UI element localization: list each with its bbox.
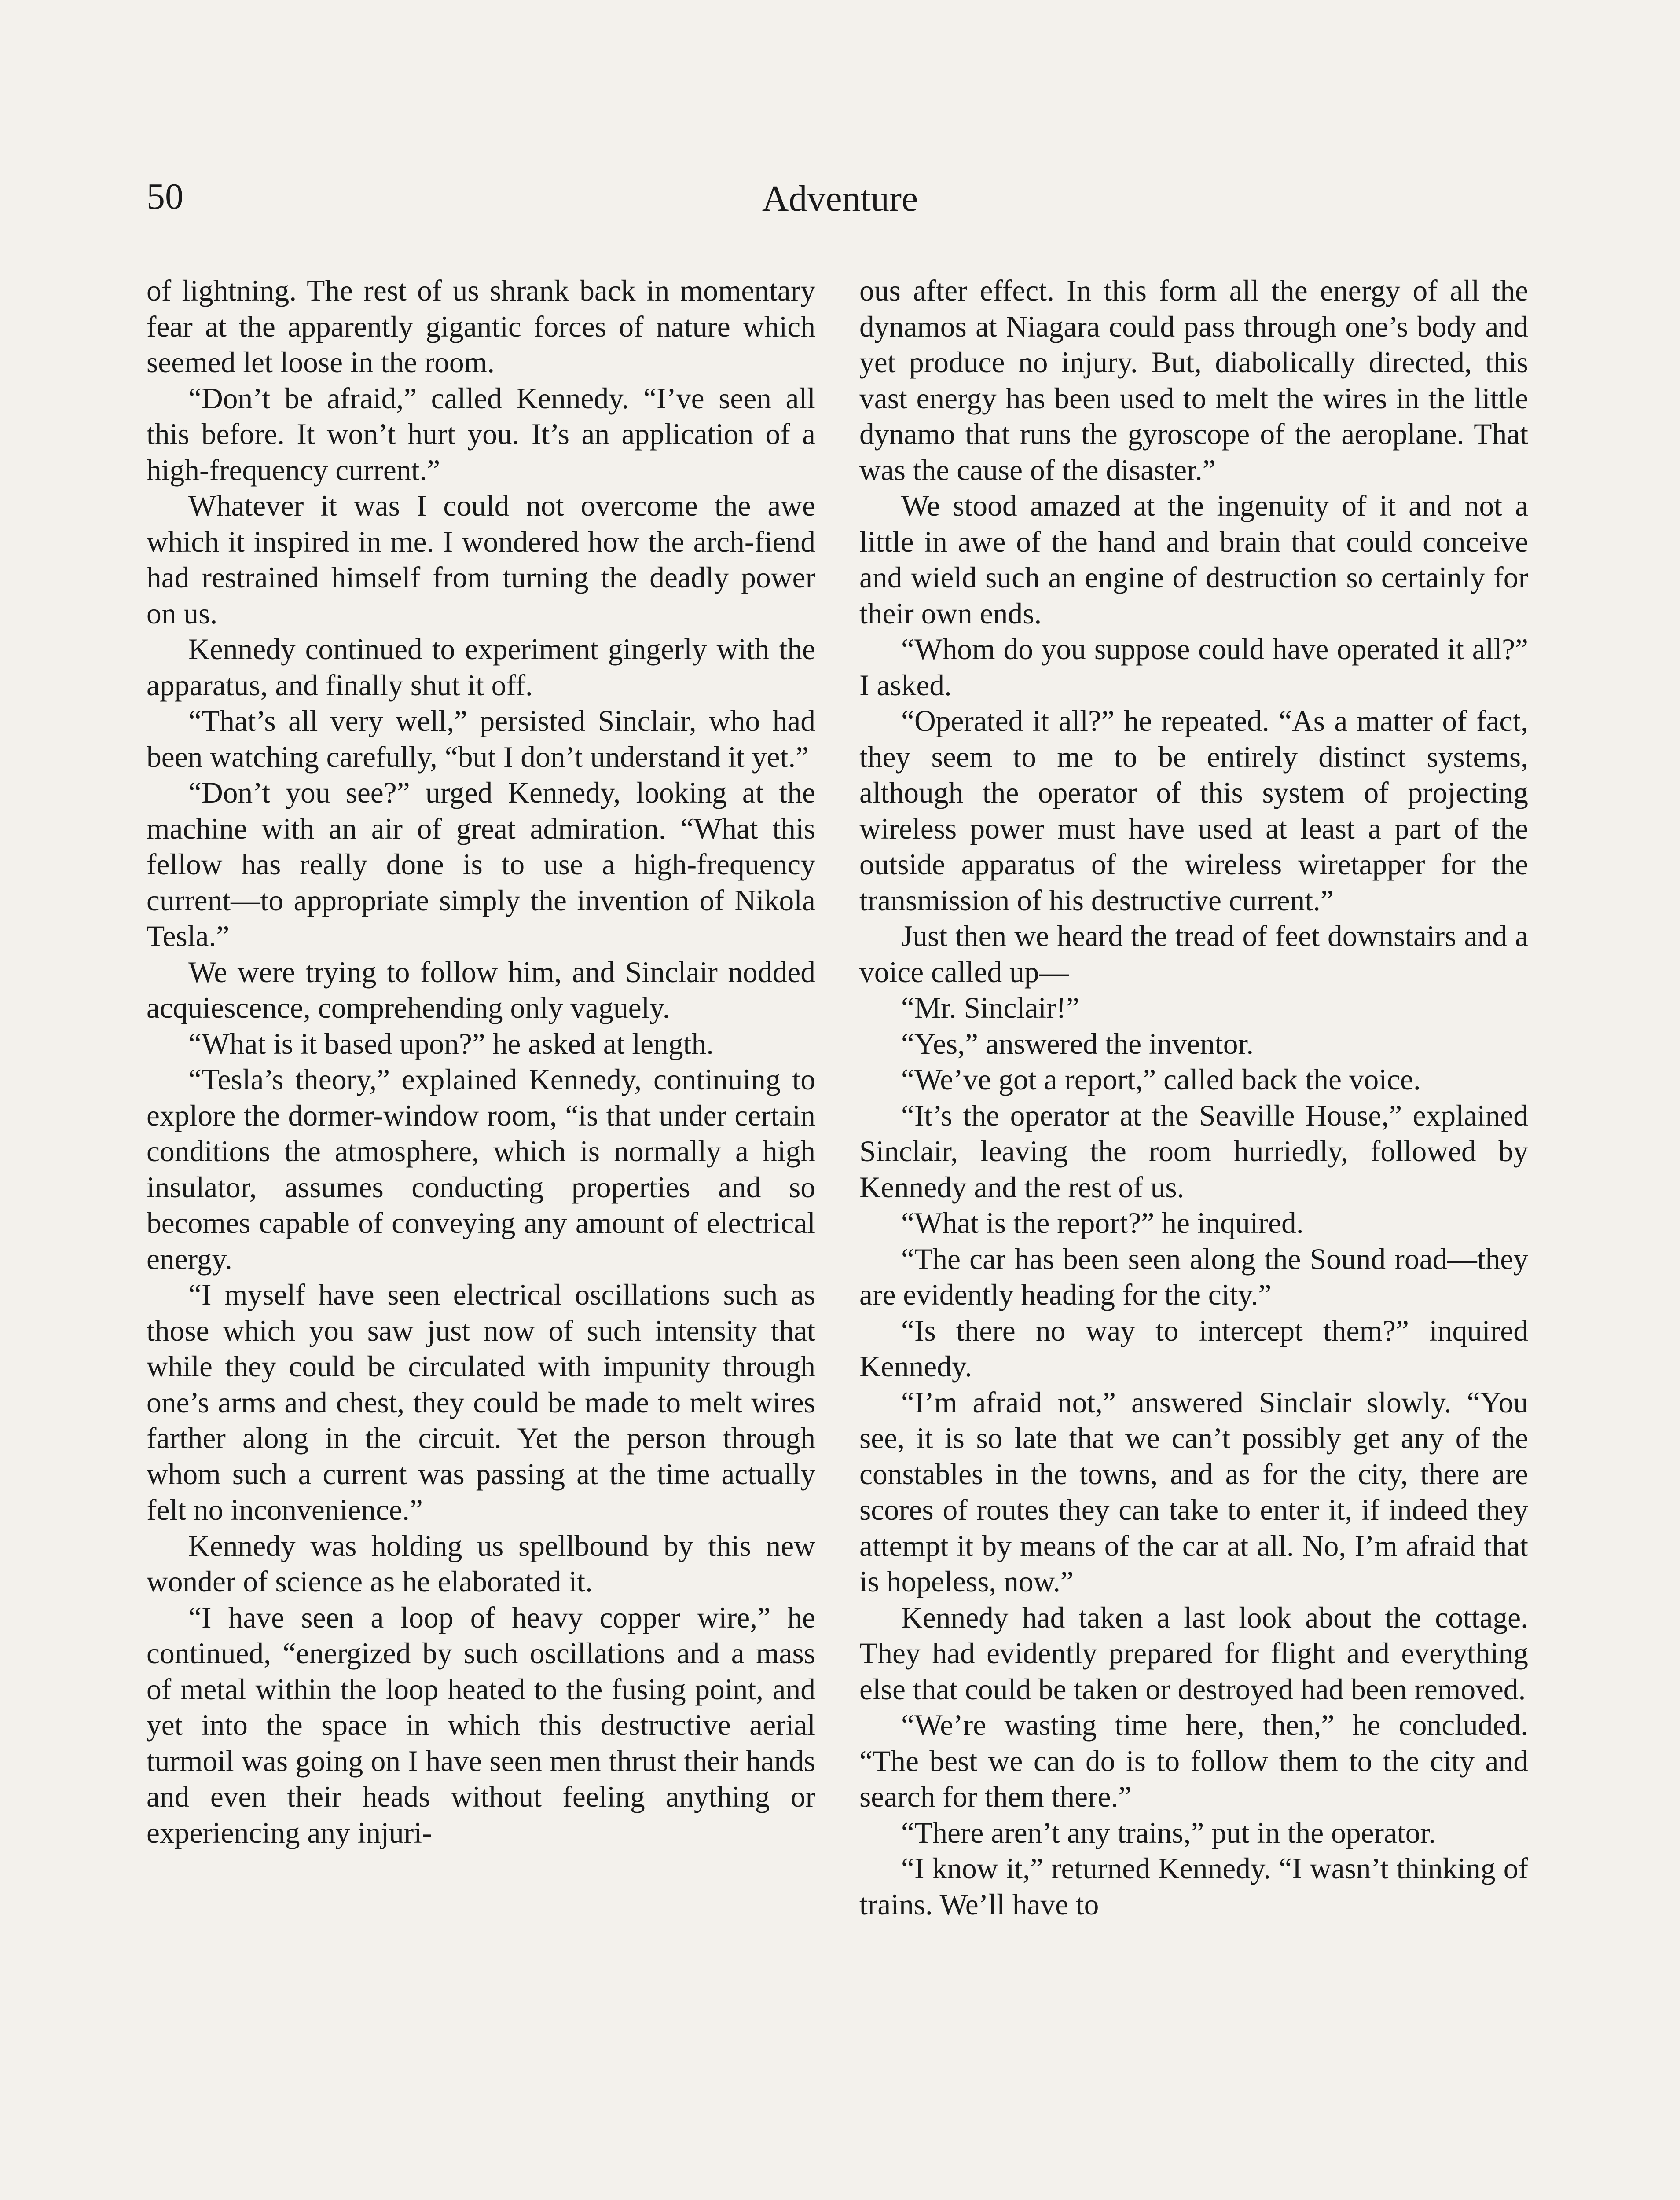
paragraph: “Don’t you see?” urged Kennedy, looking at the machine with an air of great admiration. “What this fellow has really done is to use a high-frequency current—to appropriate simply the invention of Nikola Tesla.” <box>147 776 815 953</box>
paragraph: “What is it based upon?” he asked at length. <box>188 1027 714 1060</box>
paragraph: “I know it,” returned Kennedy. “I wasn’t thinking of trains. We’ll have to <box>859 1852 1528 1921</box>
paragraph: “That’s all very well,” persisted Sinclair, who had been watching carefully, “but I don’t understand it yet.” <box>147 704 815 774</box>
paragraph: “I have seen a loop of heavy copper wire,” he continued, “energized by such oscillations and a mass of metal within the loop heated to the fusing point, and yet into the space in which this destructive aerial turmoil was going on I have seen men thrust their hands and even their heads without feeling anything or experiencing any injuri- <box>147 1601 815 1849</box>
paragraph: “Whom do you suppose could have operated it all?” I asked. <box>859 633 1528 702</box>
left-column <box>147 273 815 1851</box>
paragraph: Just then we heard the tread of feet downstairs and a voice called up— <box>859 920 1528 989</box>
paragraph: “I myself have seen electrical oscillations such as those which you saw just now of such intensity that while they could be circulated with impunity through one’s arms and chest, they could be made to melt wires farther along in the circuit. Yet the person through whom such a current was passing at the time actually felt no inconvenience.” <box>147 1278 815 1526</box>
paragraph: Whatever it was I could not overcome the awe which it inspired in me. I wondered how the arch-fiend had restrained himself from turning the deadly power on us. <box>147 489 815 630</box>
paragraph: “What is the report?” he inquired. <box>901 1206 1304 1239</box>
paragraph: “Operated it all?” he repeated. “As a matter of fact, they seem to me to be entirely distinct systems, although the operator of this system of projecting wireless power must have used at least a part of the outside apparatus of the wireless wiretapper for the transmission of his destructive current.” <box>859 704 1528 917</box>
paragraph: “Is there no way to intercept them?” inquired Kennedy. <box>859 1314 1528 1383</box>
paragraph: “I’m afraid not,” answered Sinclair slowly. “You see, it is so late that we can’t possibly get any of the constables in the towns, and as for the city, there are scores of routes they can take to enter it, if indeed they attempt it by means of the car at all. No, I’m afraid that is hopeless, now.” <box>859 1386 1528 1598</box>
paragraph: “The car has been seen along the Sound road—they are evidently heading for the city.” <box>859 1242 1528 1311</box>
paragraph: “Tesla’s theory,” explained Kennedy, continuing to explore the dormer-window room, “is that under certain conditions the atmosphere, which is normally a high insulator, assumes conducting properties and so becomes capable of conveying any amount of electrical energy. <box>147 1063 815 1276</box>
paragraph: “Mr. Sinclair!” <box>901 991 1079 1024</box>
paragraph: ous after effect. In this form all the energy of all the dynamos at Niagara could pass through one’s body and yet produce no injury. But, diabolically directed, this vast energy has been used to melt the wires in the little dynamo that runs the gyroscope of the aeroplane. That was the cause of the disaster.” <box>859 274 1528 487</box>
paragraph: Kennedy had taken a last look about the cottage. They had evidently prepared for flight and everything else that could be taken or destroyed had been removed. <box>859 1601 1528 1706</box>
paragraph: Kennedy continued to experiment gingerly with the apparatus, and finally shut it off. <box>147 633 815 702</box>
paragraph: of lightning. The rest of us shrank back in momentary fear at the apparently gigantic forces of nature which seemed let loose in the room. <box>147 274 815 379</box>
paragraph: “It’s the operator at the Seaville House,” explained Sinclair, leaving the room hurriedly, followed by Kennedy and the rest of us. <box>859 1099 1528 1204</box>
paragraph: “Yes,” answered the inventor. <box>901 1027 1254 1060</box>
paragraph: “We’ve got a report,” called back the voice. <box>901 1063 1421 1096</box>
paragraph: “Don’t be afraid,” called Kennedy. “I’ve seen all this before. It won’t hurt you. It’s an application of a high-frequency current.” <box>147 381 815 487</box>
paragraph: We stood amazed at the ingenuity of it and not a little in awe of the hand and brain that could conceive and wield such an engine of destruction so certainly for their own ends. <box>859 489 1528 630</box>
paragraph: Kennedy was holding us spellbound by this new wonder of science as he elaborated it. <box>147 1529 815 1598</box>
right-column <box>859 273 1528 1922</box>
page-number: 50 <box>147 176 183 217</box>
paragraph: “We’re wasting time here, then,” he concluded. “The best we can do is to follow them to the city and search for them there.” <box>859 1709 1528 1813</box>
paragraph: “There aren’t any trains,” put in the operator. <box>901 1816 1436 1849</box>
running-title: Adventure <box>762 178 918 219</box>
paragraph: We were trying to follow him, and Sinclair nodded acquiescence, comprehending only vaguely. <box>147 955 815 1024</box>
